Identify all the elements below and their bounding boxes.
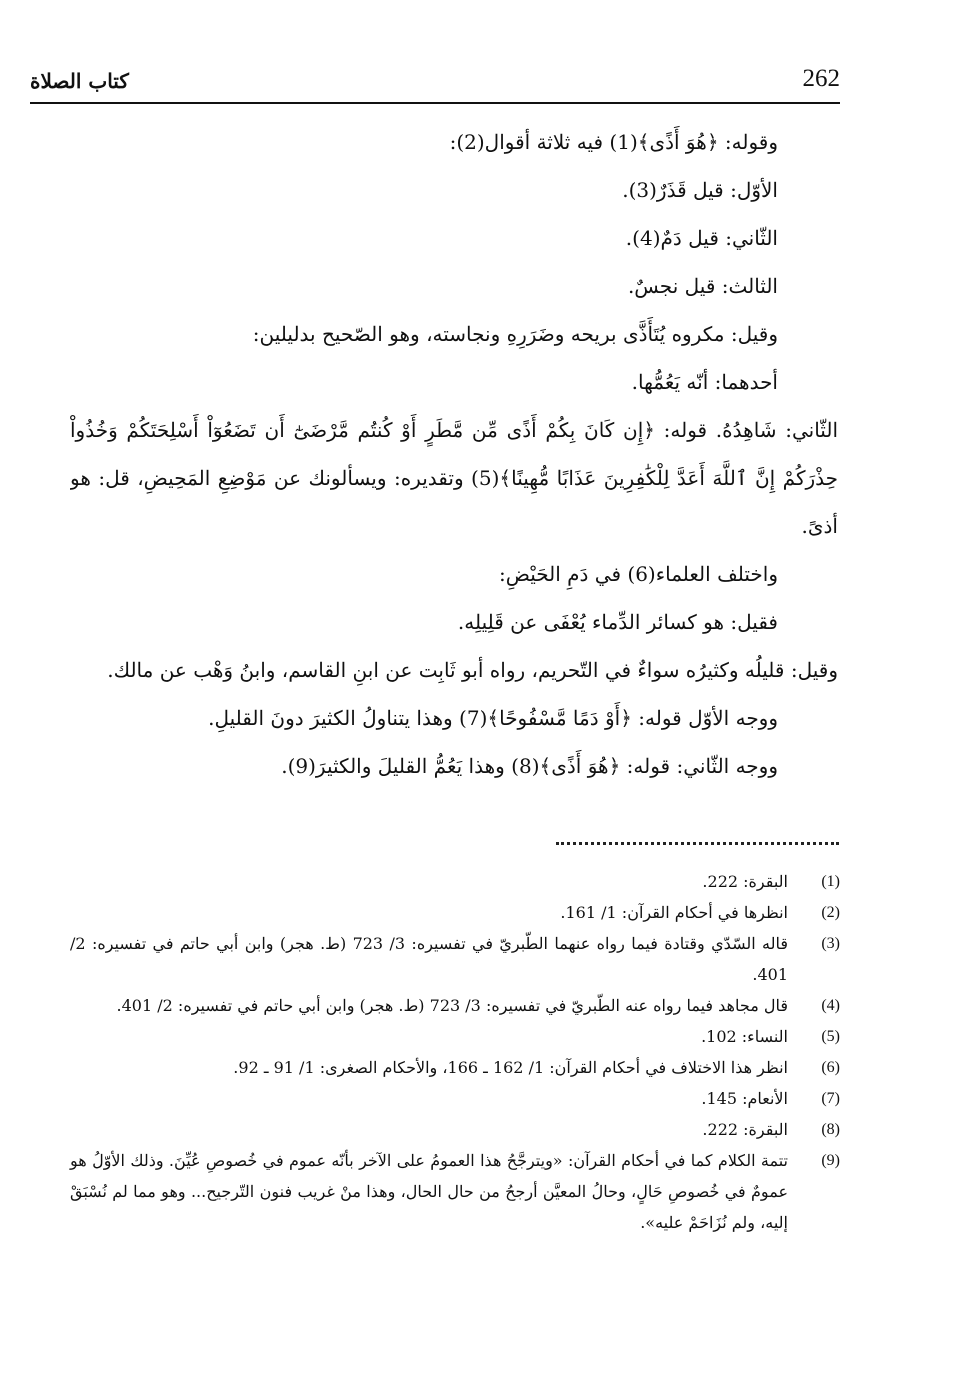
footnotes	[70, 866, 840, 1238]
footnote	[70, 1145, 840, 1238]
paragraph: وقيل: قليلُه وكثيرُه سواءٌ في التّحريم، رواه أبو ثَابِت عن ابنِ القاسم، وابنُ وَهْب عن مالك.	[107, 658, 838, 682]
paragraph: الثّاني: قيل دَمٌ(4).	[625, 226, 778, 250]
footnote-text: النساء: 102.	[701, 1027, 788, 1046]
footnote-text: انظرها في أحكام القرآن: 1/ 161.	[560, 903, 788, 922]
footnote-text: تتمة الكلام كما في أحكام القرآن: «ويترجَّحُ هذا العمومُ على الآخر بأنّه عموم في خُصوصِ عُيِّنَ. وذلك الأوّلُ هو عمومٌ في خُصوصِ حَالٍ، وحالُ المعيَّن أرجحُ من حال الحال، وهذا منْ غريب فنون التّرجيح... وهو مما لم نُسْبَقْ إليه، ولم نُزَاحَمْ عليه».	[70, 1151, 788, 1232]
footnote	[70, 1083, 840, 1114]
footnote	[70, 897, 840, 928]
footnote	[70, 1052, 840, 1083]
footnote	[70, 1114, 840, 1145]
footnote-number: (9)	[821, 1152, 840, 1169]
paragraph: الثالث: قيل نجسٌ.	[627, 274, 778, 298]
footnote-number: (3)	[821, 935, 840, 952]
footnote-text: البقرة: 222.	[702, 872, 788, 891]
footnote-text: انظر هذا الاختلاف في أحكام القرآن: 1/ 162 ـ 166، والأحكام الصغرى: 1/ 91 ـ 92.	[233, 1058, 788, 1077]
paragraph: أحدهما: أنّه يَعُمُّها.	[631, 370, 778, 394]
footnote-number: (8)	[821, 1121, 840, 1138]
main-text	[70, 118, 838, 790]
footnote-text: الأنعام: 145.	[701, 1089, 788, 1108]
page-header	[30, 62, 840, 106]
page-number: 262	[802, 65, 840, 92]
footnote-number: (4)	[821, 997, 840, 1014]
footnote-number: (5)	[821, 1028, 840, 1045]
paragraph: الأوّل: قيل قَذَرٌ(3).	[622, 178, 778, 202]
paragraph: ووجه الثّاني: قوله: ﴿هُوَ أَذًى﴾(8) وهذا يَعُمُّ القليلَ والكثيرَ(9).	[281, 754, 778, 778]
footnote	[70, 990, 840, 1021]
footnote	[70, 1021, 840, 1052]
footnote-number: (7)	[821, 1090, 840, 1107]
footnote-number: (1)	[821, 873, 840, 890]
paragraph: وقوله: ﴿هُوَ أَذًى﴾(1) فيه ثلاثة أقوال(2):	[449, 130, 778, 154]
footnote-number: (6)	[821, 1059, 840, 1076]
paragraph: فقيل: هو كسائر الدِّماء يُعْفَى عن قَلِيلِه.	[457, 610, 778, 634]
footnote-separator	[556, 842, 839, 849]
paragraph: الثّاني: شَاهِدُهُ. قوله: ﴿إِن كَانَ بِكُمْ أَذًى مِّن مَّطَرٍ أَوْ كُنتُم مَّرْضَىٰٓ أَن تَضَعُوٓاْ أَسْلِحَتَكُمْ وَخُذُواْ حِذْرَكُمْ إِنَّ ٱللَّهَ أَعَدَّ لِلْكَٰفِرِينَ عَذَابًا مُّهِينًا﴾(5) وتقديره: ويسألونك عن مَوْضِعِ المَحِيضِ، قل: هو أذىً.	[70, 418, 838, 538]
running-title: كتاب الصلاة	[30, 69, 129, 93]
footnote	[70, 928, 840, 990]
footnote-number: (2)	[821, 904, 840, 921]
paragraph: ووجه الأوّل قوله: ﴿أَوْ دَمًا مَّسْفُوحًا﴾(7) وهذا يتناولُ الكثيرَ دونَ القليلِ.	[208, 706, 778, 730]
footnote-text: قاله السّدّي وقتادة فيما رواه عنهما الطّبريّ في تفسيره: 3/ 723 (ط. هجر) وابن أبي حاتم في تفسيره: 2/ 401.	[70, 934, 788, 984]
footnote	[70, 866, 840, 897]
footnote-text: البقرة: 222.	[702, 1120, 788, 1139]
paragraph: وقيل: مكروه يُتَأَذَّى بريحه وضَرَرِهِ ونجاسته، وهو الصّحيح بدليلين:	[252, 322, 778, 346]
header-rule	[30, 102, 840, 104]
footnote-text: قال مجاهد فيما رواه عنه الطّبريّ في تفسيره: 3/ 723 (ط. هجر) وابن أبي حاتم في تفسيره: 2/ 401.	[116, 996, 788, 1015]
paragraph: واختلف العلماء(6) في دَمِ الحَيْضِ:	[498, 562, 778, 586]
